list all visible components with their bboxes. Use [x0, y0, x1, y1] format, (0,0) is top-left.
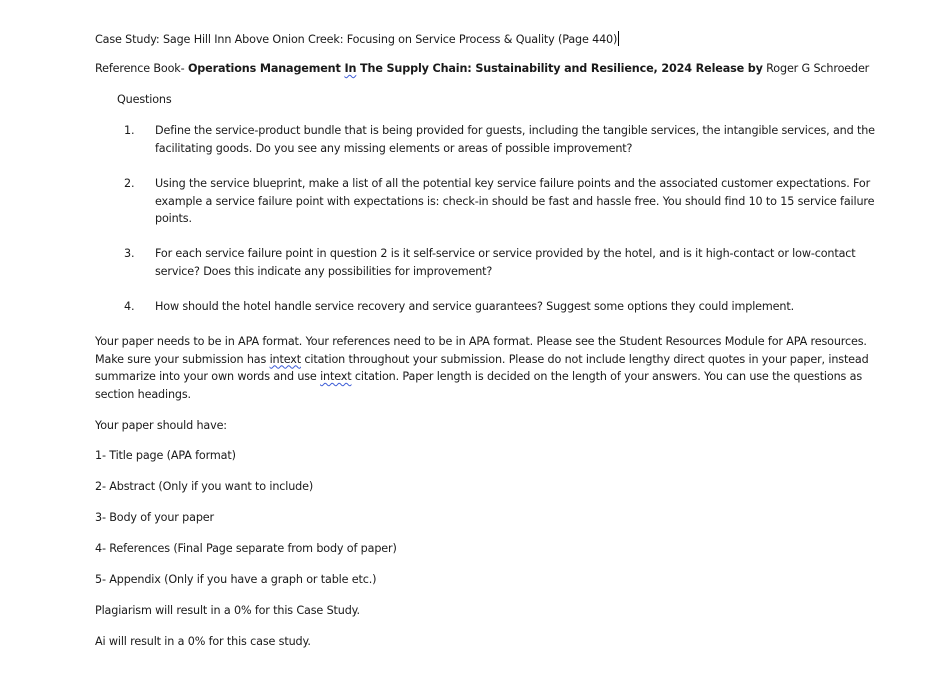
question-number: 1.: [124, 124, 135, 137]
questions-heading: Questions: [117, 93, 172, 106]
apa-instructions-paragraph: [95, 333, 885, 403]
reference-book-part2: The Supply Chain: Sustainability and Resilience, 2024 Release by: [356, 62, 763, 75]
requirement-item: 3- Body of your paper: [95, 511, 214, 524]
intext-word: intext: [269, 352, 301, 366]
question-text: Using the service blueprint, make a list of all the potential key service failure points and the associated customer expectations. For example a service failure point with expectations is: check-in should be fast and hassle free. You should find 10 to 15 service failure points.: [155, 177, 875, 225]
ai-note: Ai will result in a 0% for this case study.: [95, 635, 311, 648]
apa-text-part1: Your paper needs to be in APA format. Your references need to be in APA format. Please see the Student Resources Module for APA resources. Make sure your submission has: [95, 335, 867, 366]
reference-author: Roger G Schroeder: [762, 62, 870, 75]
requirement-item: 2- Abstract (Only if you want to include): [95, 480, 314, 493]
intext-word: intext: [320, 370, 352, 383]
question-number: 4.: [124, 300, 135, 313]
question-text: For each service failure point in question 2 is it self-service or service provided by the hotel, and is it high-contact or low-contact service? Does this indicate any possibilities for improvement?: [155, 247, 856, 278]
apa-text-part2: citation throughout your submission. Please do not include lengthy direct quotes in your paper, instead summarize into your own words and use: [95, 352, 869, 383]
requirement-item: 1- Title page (APA format): [95, 449, 236, 462]
paper-should-have-heading: Your paper should have:: [95, 419, 227, 432]
document-title-text: Case Study: Sage Hill Inn Above Onion Creek: Focusing on Service Process & Quality (Page 440): [95, 33, 618, 46]
reference-book-part1: Operations Management: [187, 62, 345, 75]
text-cursor: [618, 31, 619, 46]
plagiarism-note: Plagiarism will result in a 0% for this Case Study.: [95, 604, 360, 617]
requirement-item: 4- References (Final Page separate from body of paper): [95, 542, 397, 555]
reference-book-in: In: [344, 62, 357, 75]
reference-book-title: [188, 62, 763, 75]
question-number: 3.: [124, 247, 135, 260]
question-text: Define the service-product bundle that is being provided for guests, including the tangible services, the intangible services, and the facilitating goods. Do you see any missing elements or areas of possible improvement?: [155, 124, 875, 155]
document-title: [95, 31, 619, 46]
question-text: How should the hotel handle service recovery and service guarantees? Suggest some options they could implement.: [155, 300, 794, 313]
question-number: 2.: [124, 177, 135, 190]
reference-prefix: Reference Book-: [95, 62, 188, 75]
apa-text-part3: citation. Paper length is decided on the length of your answers. You can use the questions as section headings.: [95, 370, 862, 401]
requirement-item: 5- Appendix (Only if you have a graph or table etc.): [95, 573, 377, 586]
reference-line: [95, 62, 869, 75]
